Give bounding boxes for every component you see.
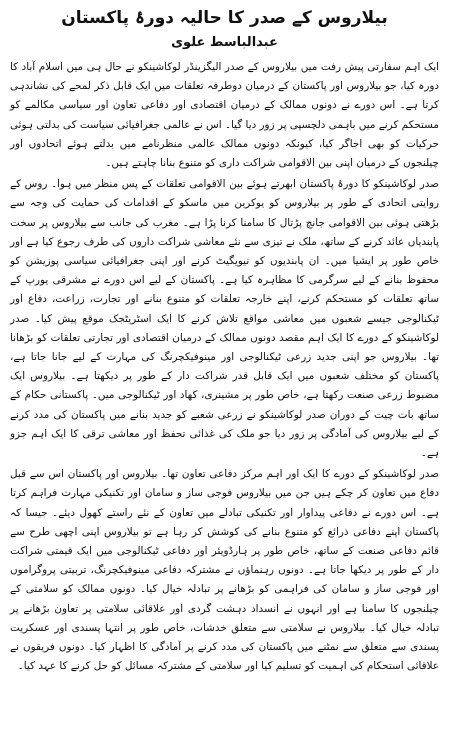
- article-paragraph-3: صدر لوکاشینکو کے دورے کا ایک اور اہم مرکز دفاعی تعاون تھا۔ بیلاروس اور پاکستان اس سے قبل دفاع میں تعاون کر چکے ہیں جن میں بیلاروس فوجی ساز و سامان اور تکنیکی مہارت فراہم کرتا ہے۔ اس دورے نے دفاعی پیداوار اور تکنیکی تبادلے میں تعاون کے نئے راستے کھول دیئے۔ جیسا کہ پاکستان اپنے دفاعی ذرائع کو متنوع بنانے کی کوشش کر رہا ہے تو بیلاروس اپنی اچھی طرح سے قائم دفاعی صنعت کے ساتھ، خاص طور پر ہارڈویئر اور دفاعی ٹیکنالوجی میں ایک قیمتی شراکت دار کے طور پر دیکھا جاتا ہے۔ دونوں رہنماؤں نے مشترکہ دفاعی مینوفیکچرنگ، تربیتی پروگراموں اور فوجی ساز و سامان کی فراہمی کو بڑھانے پر تبادلہ خیال کیا۔ دونوں ممالک کو سلامتی کے چیلنجوں کا سامنا ہے اور انہوں نے انسداد دہشت گردی اور علاقائی سلامتی پر تعاون بڑھانے پر تبادلہ خیال کیا۔ بیلاروس نے سلامتی سے متعلق خدشات، خاص طور پر انتہا پسندی اور عسکریت پسندی سے متعلق سے نمٹنے میں پاکستان کی مدد کرنے پر آمادگی کا اظہار کیا۔ دونوں فریقوں نے علاقائی استحکام کی اہمیت کو تسلیم کیا اور سلامتی کے مشترکہ مسائل کو حل کرنے کا عہد کیا۔: [10, 468, 439, 673]
- article-paragraph-1: ایک اہم سفارتی پیش رفت میں بیلاروس کے صدر الیگزینڈر لوکاشینکو نے حال ہی میں اسلام آباد کا دورہ کیا، جو بیلاروس اور پاکستان کے درمیان دوطرفہ تعلقات میں ایک قابل ذکر لمحے کی نشاندہی کرتا ہے۔ اس دورے نے دونوں ممالک کے درمیان اقتصادی اور دفاعی تعاون اور سیاسی مکالمے کو مستحکم کرنے میں باہمی دلچسپی پر زور دیا گیا۔ اس نے عالمی جغرافیائی سیاست کی بدلتی ہوئی حرکیات کو بھی اجاگر کیا، کیونکہ دونوں ممالک عالمی منظرنامے میں بدلتے ہوئے اتحادوں اور چیلنجوں کے درمیان اپنی بین الاقوامی شراکت داری کو متنوع بنانا چاہتے ہیں۔: [10, 61, 439, 170]
- article-author: عبدالباسط علوی: [171, 35, 278, 50]
- article-paragraph-2: صدر لوکاشینکو کا دورۂ پاکستان ابھرتے ہوئے بین الاقوامی تعلقات کے پس منظر میں ہوا۔ روس کے روایتی اتحادی کے طور پر بیلاروس کو یوکرین میں ماسکو کے اقدامات کی حمایت کی وجہ سے بڑھتی ہوئی بین الاقوامی جانچ پڑتال کا سامنا کرنا پڑا ہے۔ مغرب کی جانب سے بیلاروس پر سخت پابندیاں عائد کرنے کے ساتھ، ملک نے تیزی سے نئے معاشی شراکت داروں کی طرف رجوع کیا ہے اور خاص طور پر ایشیا میں۔ ان پابندیوں کو نیویگیٹ کرنے اور اپنی جغرافیائی سیاسی پوزیشن کو محفوظ بنانے کے لیے سرگرمی کا مظاہرہ کیا ہے۔ پاکستان کے لیے اس دورے نے مشرقی یورپ کے ساتھ تعلقات کو مستحکم کرنے، اپنے خارجہ تعلقات کو متنوع بنانے اور تجارت، زراعت، دفاع اور ٹیکنالوجی جیسے شعبوں میں معاشی مواقع تلاش کرنے کا ایک اسٹریٹجک موقع پیش کیا۔ صدر لوکاشینکو کے دورے کا ایک اہم مقصد دونوں ممالک کے درمیان اقتصادی اور تجارتی تعلقات کو بڑھانا تھا۔ بیلاروس جو اپنی جدید زرعی ٹیکنالوجی اور مینوفیکچرنگ کی مہارت کے لیے جانا جاتا ہے، پاکستان کو مختلف شعبوں میں ایک قابل قدر شراکت دار کے طور پر دیکھتا ہے۔ بیلاروس ایک مضبوط زرعی صنعت رکھتا ہے، خاص طور پر مشینری، کھاد اور ٹیکنالوجی میں۔ پاکستانی حکام کے ساتھ بات چیت کے دوران صدر لوکاشینکو نے زرعی شعبے کو جدید بنانے میں پاکستان کی مدد کرنے کے لیے بیلاروس کی آمادگی پر زور دیا جو ملک کی غذائی تحفظ اور معاشی ترقی کا ایک اہم جزو ہے۔: [10, 178, 439, 460]
- article-title: بیلاروس کے صدر کا حالیہ دورۂ پاکستان: [61, 8, 388, 28]
